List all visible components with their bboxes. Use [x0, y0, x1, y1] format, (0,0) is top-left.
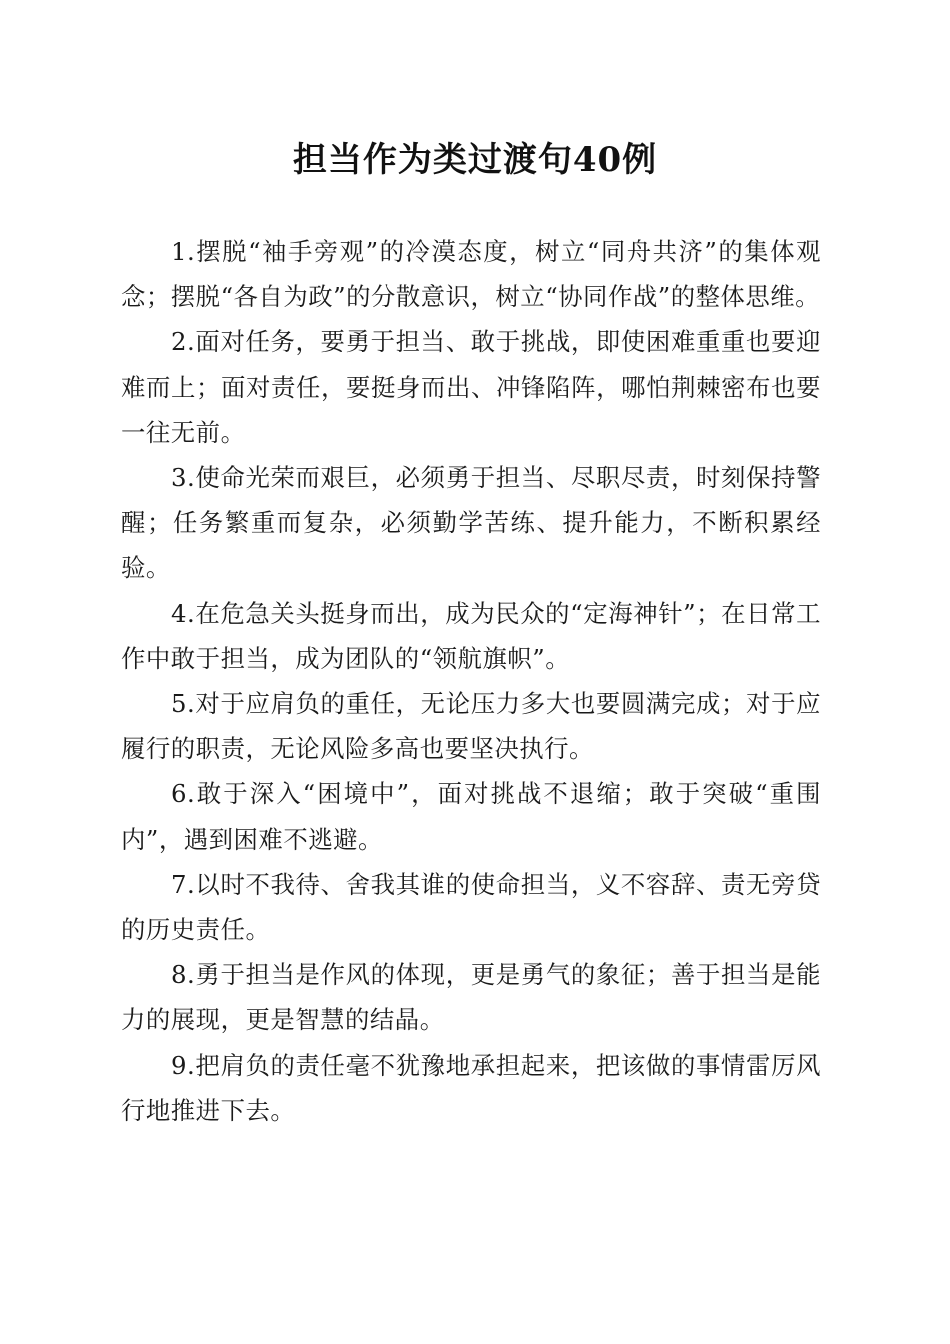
paragraph-3: 3.使命光荣而艰巨，必须勇于担当、尽职尽责，时刻保持警醒；任务繁重而复杂，必须勤学苦练、提升能力，不断积累经验。	[121, 463, 821, 583]
paragraph-5: 5.对于应肩负的重任，无论压力多大也要圆满完成；对于应履行的职责，无论风险多高也要坚决执行。	[121, 689, 821, 764]
paragraph-6: 6.敢于深入“困境中”，面对挑战不退缩；敢于突破“重围内”，遇到困难不逃避。	[121, 779, 821, 854]
paragraph-2: 2.面对任务，要勇于担当、敢于挑战，即使困难重重也要迎难而上；面对责任，要挺身而出、冲锋陷阵，哪怕荆棘密布也要一往无前。	[121, 327, 821, 447]
document-title: 担当作为类过渡句40例	[292, 140, 658, 180]
document-body	[121, 229, 821, 1133]
paragraph-4: 4.在危急关头挺身而出，成为民众的“定海神针”；在日常工作中敢于担当，成为团队的“领航旗帜”。	[121, 598, 821, 673]
paragraph-1: 1.摆脱“袖手旁观”的冷漠态度，树立“同舟共济”的集体观念；摆脱“各自为政”的分散意识，树立“协同作战”的整体思维。	[121, 237, 821, 312]
paragraph-8: 8.勇于担当是作风的体现，更是勇气的象征；善于担当是能力的展现，更是智慧的结晶。	[121, 960, 821, 1035]
paragraph-9: 9.把肩负的责任毫不犹豫地承担起来，把该做的事情雷厉风行地推进下去。	[121, 1050, 821, 1125]
paragraph-7: 7.以时不我待、舍我其谁的使命担当，义不容辞、责无旁贷的历史责任。	[121, 869, 821, 945]
